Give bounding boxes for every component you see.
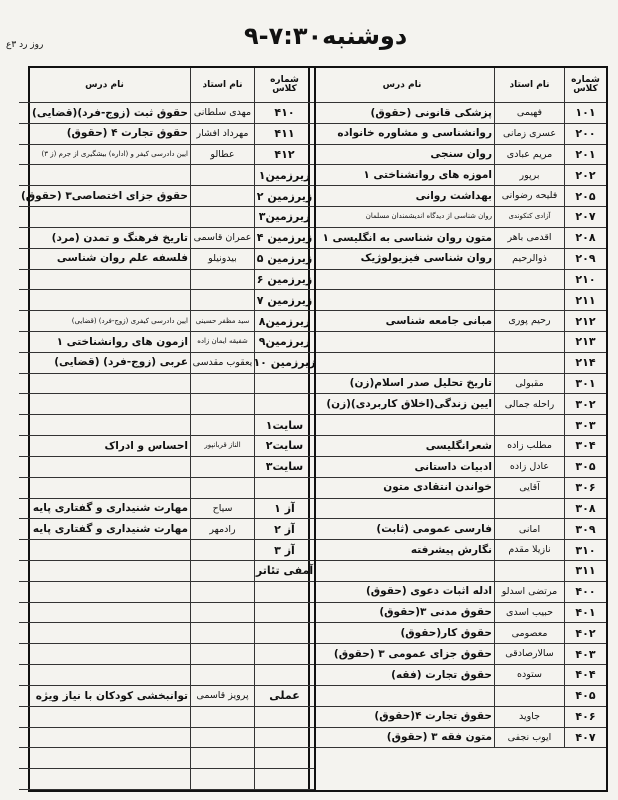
course-cell: ایین دادرسی کیفر و (اداره) بیشگیری از جرم (ز ۳): [19, 145, 190, 166]
room-cell: ۱۰۱: [564, 103, 606, 124]
room-cell: ۴۰۰: [564, 582, 606, 603]
room-cell: زیرزمین۳: [254, 207, 314, 228]
professor-cell: [190, 186, 254, 207]
course-cell: شعرانگلیسی: [310, 436, 494, 457]
room-cell: ۲۰۰: [564, 124, 606, 145]
course-cell: [19, 165, 190, 186]
room-cell: ۲۰۷: [564, 207, 606, 228]
course-cell: حقوق تجارت ۴(حقوق): [310, 707, 494, 728]
room-cell: [254, 644, 314, 665]
professor-cell: [190, 290, 254, 311]
room-cell: ۳۰۵: [564, 457, 606, 478]
room-cell: ۲۱۲: [564, 311, 606, 332]
professor-cell: [190, 748, 254, 769]
room-cell: زیرزمین ۲: [254, 186, 314, 207]
professor-cell: مطلب زاده: [494, 436, 564, 457]
course-cell: [19, 623, 190, 644]
room-cell: سایت۱: [254, 415, 314, 436]
header-room: شماره کلاس: [564, 68, 606, 103]
course-cell: [19, 374, 190, 395]
course-cell: حقوق کار(حقوق): [310, 623, 494, 644]
course-cell: ازمون های روانشناختی ۱: [19, 332, 190, 353]
room-cell: [254, 707, 314, 728]
room-cell: ۲۱۱: [564, 290, 606, 311]
room-cell: ۳۰۹: [564, 519, 606, 540]
course-cell: متون روان شناسی به انگلیسی ۱: [310, 228, 494, 249]
course-cell: [19, 748, 190, 769]
course-cell: فلسفه علم روان شناسی: [19, 249, 190, 270]
professor-cell: [190, 270, 254, 291]
course-cell: روان سنجی: [310, 145, 494, 166]
professor-cell: فلیحه رضوانی: [494, 186, 564, 207]
course-cell: حقوق جزای عمومی ۳ (حقوق): [310, 644, 494, 665]
course-cell: [310, 290, 494, 311]
course-cell: [310, 499, 494, 520]
room-cell: [254, 582, 314, 603]
course-cell: حقوق جزای اختصاصی۳ (حقوق): [19, 186, 190, 207]
course-cell: ادله اثبات دعوی (حقوق): [310, 582, 494, 603]
room-cell: ۴۰۴: [564, 665, 606, 686]
course-cell: احساس و ادراک: [19, 436, 190, 457]
professor-cell: [190, 644, 254, 665]
schedule-table-right: [308, 66, 608, 792]
professor-cell: عادل زاده: [494, 457, 564, 478]
professor-cell: اقدمی باهر: [494, 228, 564, 249]
professor-cell: [190, 478, 254, 499]
course-cell: [19, 415, 190, 436]
professor-cell: [494, 290, 564, 311]
room-cell: ۳۰۲: [564, 394, 606, 415]
professor-cell: فهیمی: [494, 103, 564, 124]
room-cell: [254, 748, 314, 769]
room-cell: عملی: [254, 686, 314, 707]
course-cell: [19, 769, 190, 790]
professor-cell: آقایی: [494, 478, 564, 499]
room-cell: ۴۰۳: [564, 644, 606, 665]
professor-cell: [190, 707, 254, 728]
course-cell: [310, 415, 494, 436]
professor-cell: معصومی: [494, 623, 564, 644]
header-room: شماره کلاس: [254, 68, 314, 103]
room-cell: ۲۰۹: [564, 249, 606, 270]
room-cell: زیرزمین ۵: [254, 249, 314, 270]
professor-cell: برپور: [494, 165, 564, 186]
professor-cell: [190, 769, 254, 790]
room-cell: زیرزمین ۷: [254, 290, 314, 311]
course-cell: [19, 644, 190, 665]
professor-cell: [190, 561, 254, 582]
room-cell: زیرزمین ۶: [254, 270, 314, 291]
room-cell: ۳۰۸: [564, 499, 606, 520]
course-cell: [19, 270, 190, 291]
course-cell: [19, 582, 190, 603]
room-cell: [254, 769, 314, 790]
professor-cell: الناز قربانپور: [190, 436, 254, 457]
course-cell: [19, 603, 190, 624]
room-cell: ۳۰۱: [564, 374, 606, 395]
professor-cell: [494, 415, 564, 436]
course-cell: [310, 686, 494, 707]
professor-cell: عمران قاسمی: [190, 228, 254, 249]
professor-cell: سالارصادقی: [494, 644, 564, 665]
room-cell: ۲۰۲: [564, 165, 606, 186]
professor-cell: [190, 374, 254, 395]
room-cell: ۲۰۸: [564, 228, 606, 249]
course-cell: روان شناسی فیزیولوژیک: [310, 249, 494, 270]
professor-cell: مهرداد افشار: [190, 124, 254, 145]
professor-cell: [190, 540, 254, 561]
professor-cell: امانی: [494, 519, 564, 540]
course-cell: [310, 353, 494, 374]
course-cell: ایین دادرسی کیفری (زوج-فرد) (قضایی): [19, 311, 190, 332]
course-cell: نگارش پیشرفته: [310, 540, 494, 561]
professor-cell: [190, 728, 254, 749]
professor-cell: [494, 686, 564, 707]
professor-cell: حبیب اسدی: [494, 603, 564, 624]
professor-cell: جاوید: [494, 707, 564, 728]
course-cell: بهداشت روانی: [310, 186, 494, 207]
course-cell: [19, 728, 190, 749]
room-cell: ۴۰۶: [564, 707, 606, 728]
course-cell: [19, 540, 190, 561]
professor-cell: [190, 457, 254, 478]
professor-cell: [190, 394, 254, 415]
course-cell: [19, 290, 190, 311]
course-cell: مهارت شنیداری و گفتاری پایه: [19, 499, 190, 520]
header-course: نام درس: [310, 68, 494, 103]
small-header-note: روز رد ۳ع: [6, 40, 44, 50]
course-cell: تاریخ تحلیل صدر اسلام(زن): [310, 374, 494, 395]
professor-cell: [190, 623, 254, 644]
room-cell: زیرزمین ۴: [254, 228, 314, 249]
professor-cell: نازیلا مقدم: [494, 540, 564, 561]
course-cell: ایین زندگی(اخلاق کاربردی)(زن): [310, 394, 494, 415]
page-title: [230, 22, 407, 50]
time-range: ۷:۳۰-۹: [244, 22, 323, 50]
professor-cell: یعقوب مقدسی: [190, 353, 254, 374]
professor-cell: [494, 270, 564, 291]
professor-cell: آزادی کنکوندی: [494, 207, 564, 228]
course-cell: روانشناسی و مشاوره خانواده: [310, 124, 494, 145]
room-cell: آز ۲: [254, 519, 314, 540]
professor-cell: [190, 415, 254, 436]
professor-cell: [494, 353, 564, 374]
course-cell: روان شناسی از دیدگاه اندیشمندان مسلمان: [310, 207, 494, 228]
course-cell: اموزه های روانشناختی ۱: [310, 165, 494, 186]
professor-cell: عسری زمانی: [494, 124, 564, 145]
room-cell: [254, 374, 314, 395]
room-cell: ۳۰۳: [564, 415, 606, 436]
professor-cell: [494, 332, 564, 353]
room-cell: [254, 394, 314, 415]
day-label: دوشنبه: [322, 22, 408, 50]
course-cell: [19, 394, 190, 415]
course-cell: [19, 665, 190, 686]
course-cell: فارسی عمومی (ثابت): [310, 519, 494, 540]
professor-cell: [190, 665, 254, 686]
room-cell: سایت۲: [254, 436, 314, 457]
course-cell: حقوق ثبت (زوج-فرد)(قضایی): [19, 103, 190, 124]
professor-cell: ستوده: [494, 665, 564, 686]
professor-cell: عطالو: [190, 145, 254, 166]
course-cell: حقوق تجارت ۴ (حقوق): [19, 124, 190, 145]
room-cell: ۴۱۰: [254, 103, 314, 124]
room-cell: آز ۱: [254, 499, 314, 520]
professor-cell: شفیقه ایمان زاده: [190, 332, 254, 353]
course-cell: خواندن انتقادی متون: [310, 478, 494, 499]
room-cell: [254, 728, 314, 749]
course-cell: [19, 457, 190, 478]
course-cell: تاریخ فرهنگ و تمدن (مرد): [19, 228, 190, 249]
course-cell: عربی (زوج-فرد) (قضایی): [19, 353, 190, 374]
professor-cell: [190, 207, 254, 228]
room-cell: ۴۱۲: [254, 145, 314, 166]
professor-cell: [494, 561, 564, 582]
course-cell: [19, 707, 190, 728]
professor-cell: [190, 165, 254, 186]
room-cell: ۴۰۵: [564, 686, 606, 707]
course-cell: ادبیات داستانی: [310, 457, 494, 478]
professor-cell: رحیم پوری: [494, 311, 564, 332]
professor-cell: بیدونیلو: [190, 249, 254, 270]
course-cell: [310, 561, 494, 582]
room-cell: زیرزمین۸: [254, 311, 314, 332]
course-cell: مبانی جامعه شناسی: [310, 311, 494, 332]
course-cell: توانبخشی کودکان با نیاز ویژه: [19, 686, 190, 707]
schedule-table-left: [20, 66, 316, 792]
header-course: نام درس: [19, 68, 190, 103]
professor-cell: مریم عبادی: [494, 145, 564, 166]
professor-cell: پرویز قاسمی: [190, 686, 254, 707]
room-cell: [254, 603, 314, 624]
room-cell: ۲۱۰: [564, 270, 606, 291]
professor-cell: ایوب نجفی: [494, 728, 564, 749]
header-professor: نام استاد: [494, 68, 564, 103]
course-cell: متون فقه ۳ (حقوق): [310, 728, 494, 749]
room-cell: ۴۰۲: [564, 623, 606, 644]
room-cell: [254, 478, 314, 499]
professor-cell: راحله جمالی: [494, 394, 564, 415]
room-cell: زیرزمین۱: [254, 165, 314, 186]
course-cell: حقوق تجارت (فقه): [310, 665, 494, 686]
room-cell: ۴۰۱: [564, 603, 606, 624]
header-professor: نام استاد: [190, 68, 254, 103]
professor-cell: مقبولی: [494, 374, 564, 395]
course-cell: [19, 561, 190, 582]
professor-cell: ذوالرحیم: [494, 249, 564, 270]
room-cell: ۲۰۵: [564, 186, 606, 207]
professor-cell: [190, 582, 254, 603]
room-cell: ۳۰۶: [564, 478, 606, 499]
course-cell: مهارت شنیداری و گفتاری پایه: [19, 519, 190, 540]
room-cell: ۳۰۴: [564, 436, 606, 457]
room-cell: ۳۱۱: [564, 561, 606, 582]
professor-cell: رادمهر: [190, 519, 254, 540]
room-cell: آز ۳: [254, 540, 314, 561]
course-cell: حقوق مدنی ۳(حقوق): [310, 603, 494, 624]
room-cell: آمفی تئاتر: [254, 561, 314, 582]
room-cell: سایت۳: [254, 457, 314, 478]
room-cell: ۲۱۴: [564, 353, 606, 374]
room-cell: ۲۰۱: [564, 145, 606, 166]
room-cell: ۴۱۱: [254, 124, 314, 145]
room-cell: [254, 665, 314, 686]
professor-cell: [190, 603, 254, 624]
professor-cell: [494, 499, 564, 520]
professor-cell: مهدی سلطانی: [190, 103, 254, 124]
course-cell: [19, 207, 190, 228]
room-cell: ۲۱۳: [564, 332, 606, 353]
room-cell: زیرزمین۹: [254, 332, 314, 353]
professor-cell: سید مظفر حسینی: [190, 311, 254, 332]
course-cell: [310, 270, 494, 291]
course-cell: [19, 478, 190, 499]
professor-cell: سیاح: [190, 499, 254, 520]
room-cell: ۴۰۷: [564, 728, 606, 749]
room-cell: زیرزمین ۱۰: [254, 353, 314, 374]
room-cell: ۳۱۰: [564, 540, 606, 561]
course-cell: [310, 332, 494, 353]
room-cell: [254, 623, 314, 644]
course-cell: پزشکی قانونی (حقوق): [310, 103, 494, 124]
professor-cell: مرتضی اسدلو: [494, 582, 564, 603]
